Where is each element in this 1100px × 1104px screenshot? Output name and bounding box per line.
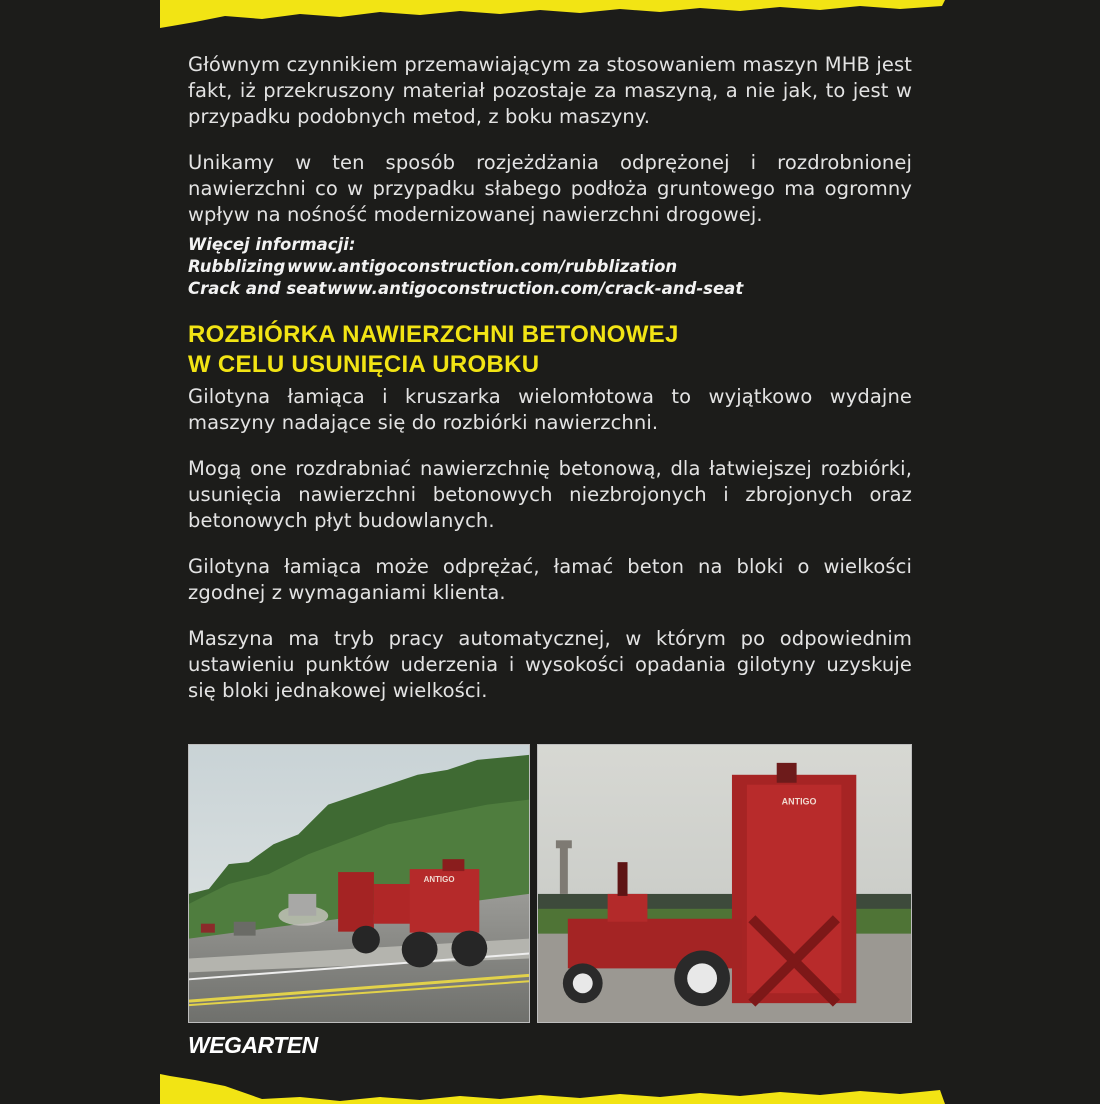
wegarten-logo: WEGARTEN: [188, 1032, 318, 1058]
paragraph-blocks: Gilotyna łamiąca może odprężać, łamać beton na bloki o wielkości zgodnej z wymaganiami klienta.: [188, 555, 912, 604]
section-heading-line-1: ROZBIÓRKA NAWIERZCHNI BETONOWEJ: [188, 321, 679, 348]
paragraph-guillotine-intro: Gilotyna łamiąca i kruszarka wielomłotowa to wyjątkowo wydajne maszyny nadające się do rozbiórki nawierzchni.: [188, 385, 912, 434]
machine-brand-label-1: ANTIGO: [423, 875, 455, 885]
crack-and-seat-row: [188, 278, 912, 300]
crack-and-seat-label: Crack and seat: [188, 279, 327, 298]
photo-row: [188, 744, 912, 1023]
crack-and-seat-link[interactable]: www.antigoconstruction.com/crack-and-seat: [327, 279, 744, 298]
article: [188, 52, 912, 704]
photo-road-rubblizing: [188, 744, 530, 1023]
more-info-title: Więcej informacji:: [188, 235, 356, 254]
rubblizing-row: [188, 256, 912, 278]
bottom-yellow-band: [0, 1064, 1100, 1104]
rubblizing-link[interactable]: www.antigoconstruction.com/rubblization: [287, 257, 678, 276]
section-heading-line-2: W CELU USUNIĘCIA UROBKU: [188, 351, 540, 378]
paragraph-mhb-advantage: Głównym czynnikiem przemawiającym za stosowaniem maszyn MHB jest fakt, iż przekruszony materiał pozostaje za maszyną, a nie jak, to jest w przypadku podobnych metod, z boku maszyny.: [188, 53, 912, 128]
top-yellow-band: [0, 0, 1100, 40]
more-info-block: [188, 234, 912, 300]
paragraph-automatic-mode: Maszyna ma tryb pracy automatycznej, w którym po odpowiednim ustawieniu punktów uderzenia i wysokości opadania gilotyny uzyskuje się bloki jednakowej wielkości.: [188, 627, 912, 702]
section-heading: [188, 320, 912, 380]
paragraph-avoid-driving: Unikamy w ten sposób rozjeżdżania odprężonej i rozdrobnionej nawierzchni co w przypadku słabego podłoża gruntowego ma ogromny wpływ na nośność modernizowanej nawierzchni drogowej.: [188, 151, 912, 226]
paragraph-crushing: Mogą one rozdrabniać nawierzchnię betonową, dla łatwiejszej rozbiórki, usunięcia nawierzchni betonowych niezbrojonych i zbrojonych oraz betonowych płyt budowlanych.: [188, 457, 912, 532]
photo-guillotine-machine: [537, 744, 912, 1023]
red-machine-1: [338, 859, 487, 967]
rubblizing-label: Rubblizing: [188, 257, 286, 276]
machine-brand-label-2: ANTIGO: [781, 796, 817, 807]
